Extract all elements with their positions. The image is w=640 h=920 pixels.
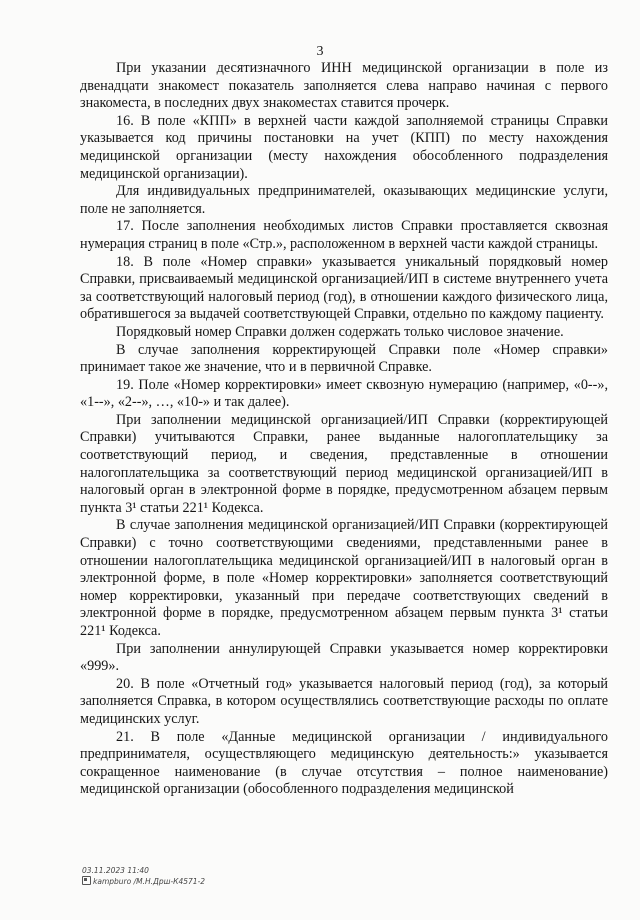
document-body [80,60,608,799]
paragraph-inn: При указании десятизначного ИНН медицинской организации в поле из двенадцати знакомест показатель заполняется слева направо начиная с первого знакоместа, в последних двух знакоместах ставится прочерк. [80,60,608,112]
paragraph-17-pages: 17. После заполнения необходимых листов Справки проставляется сквозная нумерация страниц в поле «Стр.», расположенном в верхней части каждой страницы. [80,218,608,252]
footer-stamp [82,866,205,887]
paragraph-19-annulling: При заполнении аннулирующей Справки указывается номер корректировки «999». [80,640,608,675]
page-number: 3 [316,44,324,59]
paragraph-16-kpp: 16. В поле «КПП» в верхней части каждой заполняемой страницы Справки указывается код причины постановки на учет (КПП) по месту нахождения медицинской организации (месту нахождения обособленного подразделения медицинской организации). [80,112,608,182]
paragraph-21-organization: 21. В поле «Данные медицинской организации / индивидуального предпринимателя, осуществляющего медицинскую деятельность:» указывается сокращенное наименование (в случае отсутствия – полное наименование) медицинской организации (обособленного подразделения медицинской [80,728,608,798]
footer-doc-ref: kampburo /М.Н.Дрш-К4571-2 [93,877,206,886]
footer-reference-line [82,876,205,887]
paragraph-16-ip: Для индивидуальных предпринимателей, оказывающих медицинские услуги, поле не заполняется. [80,183,608,217]
paragraph-19-previous: При заполнении медицинской организацией/ИП Справки (корректирующей Справки) учитываются Справки, ранее выданные налогоплательщику за соответствующий период, и сведения, представленные в отношении налогоплательщика за соответствующий период медицинской организацией/ИП в налоговый орган в электронной форме в порядке, предусмотренном абзацем первым пункта 3¹ статьи 221¹ Кодекса. [80,411,608,516]
paragraph-18-corrective: В случае заполнения корректирующей Справки поле «Номер справки» принимает такое же значение, что и в первичной Справке. [80,341,608,376]
paragraph-18-number: 18. В поле «Номер справки» указывается уникальный порядковый номер Справки, присваиваемый медицинской организацией/ИП в системе внутреннего учета за соответствующий налоговый период (год), в отношении каждого физического лица, обратившегося за выдачей соответствующей Справки, отдельно по каждому пациенту. [80,253,608,323]
paragraph-20-year: 20. В поле «Отчетный год» указывается налоговый период (год), за который заполняется Справка, в котором осуществлялись соответствующие расходы по оплате медицинских услуг. [80,675,608,727]
paragraph-19-matching: В случае заполнения медицинской организацией/ИП Справки (корректирующей Справки) с точно соответствующими сведениями, представленными ранее в отношении налогоплательщика медицинской организацией/ИП в налоговый орган в электронной форме, в поле «Номер корректировки» заполняется соответствующий номер корректировки, указанный при передаче соответствующих сведений в электронной форме в порядке, предусмотренном абзацем первым пункта 3¹ статьи 221¹ Кодекса. [80,517,608,639]
footer-timestamp: 03.11.2023 11:40 [82,866,149,875]
paragraph-18-numeric: Порядковый номер Справки должен содержать только числовое значение. [116,323,564,340]
paragraph-19-correction: 19. Поле «Номер корректировки» имеет сквозную нумерацию (например, «0--», «1--», «2--», …, «10-» и так далее). [80,376,608,411]
document-stamp-icon [82,876,91,885]
